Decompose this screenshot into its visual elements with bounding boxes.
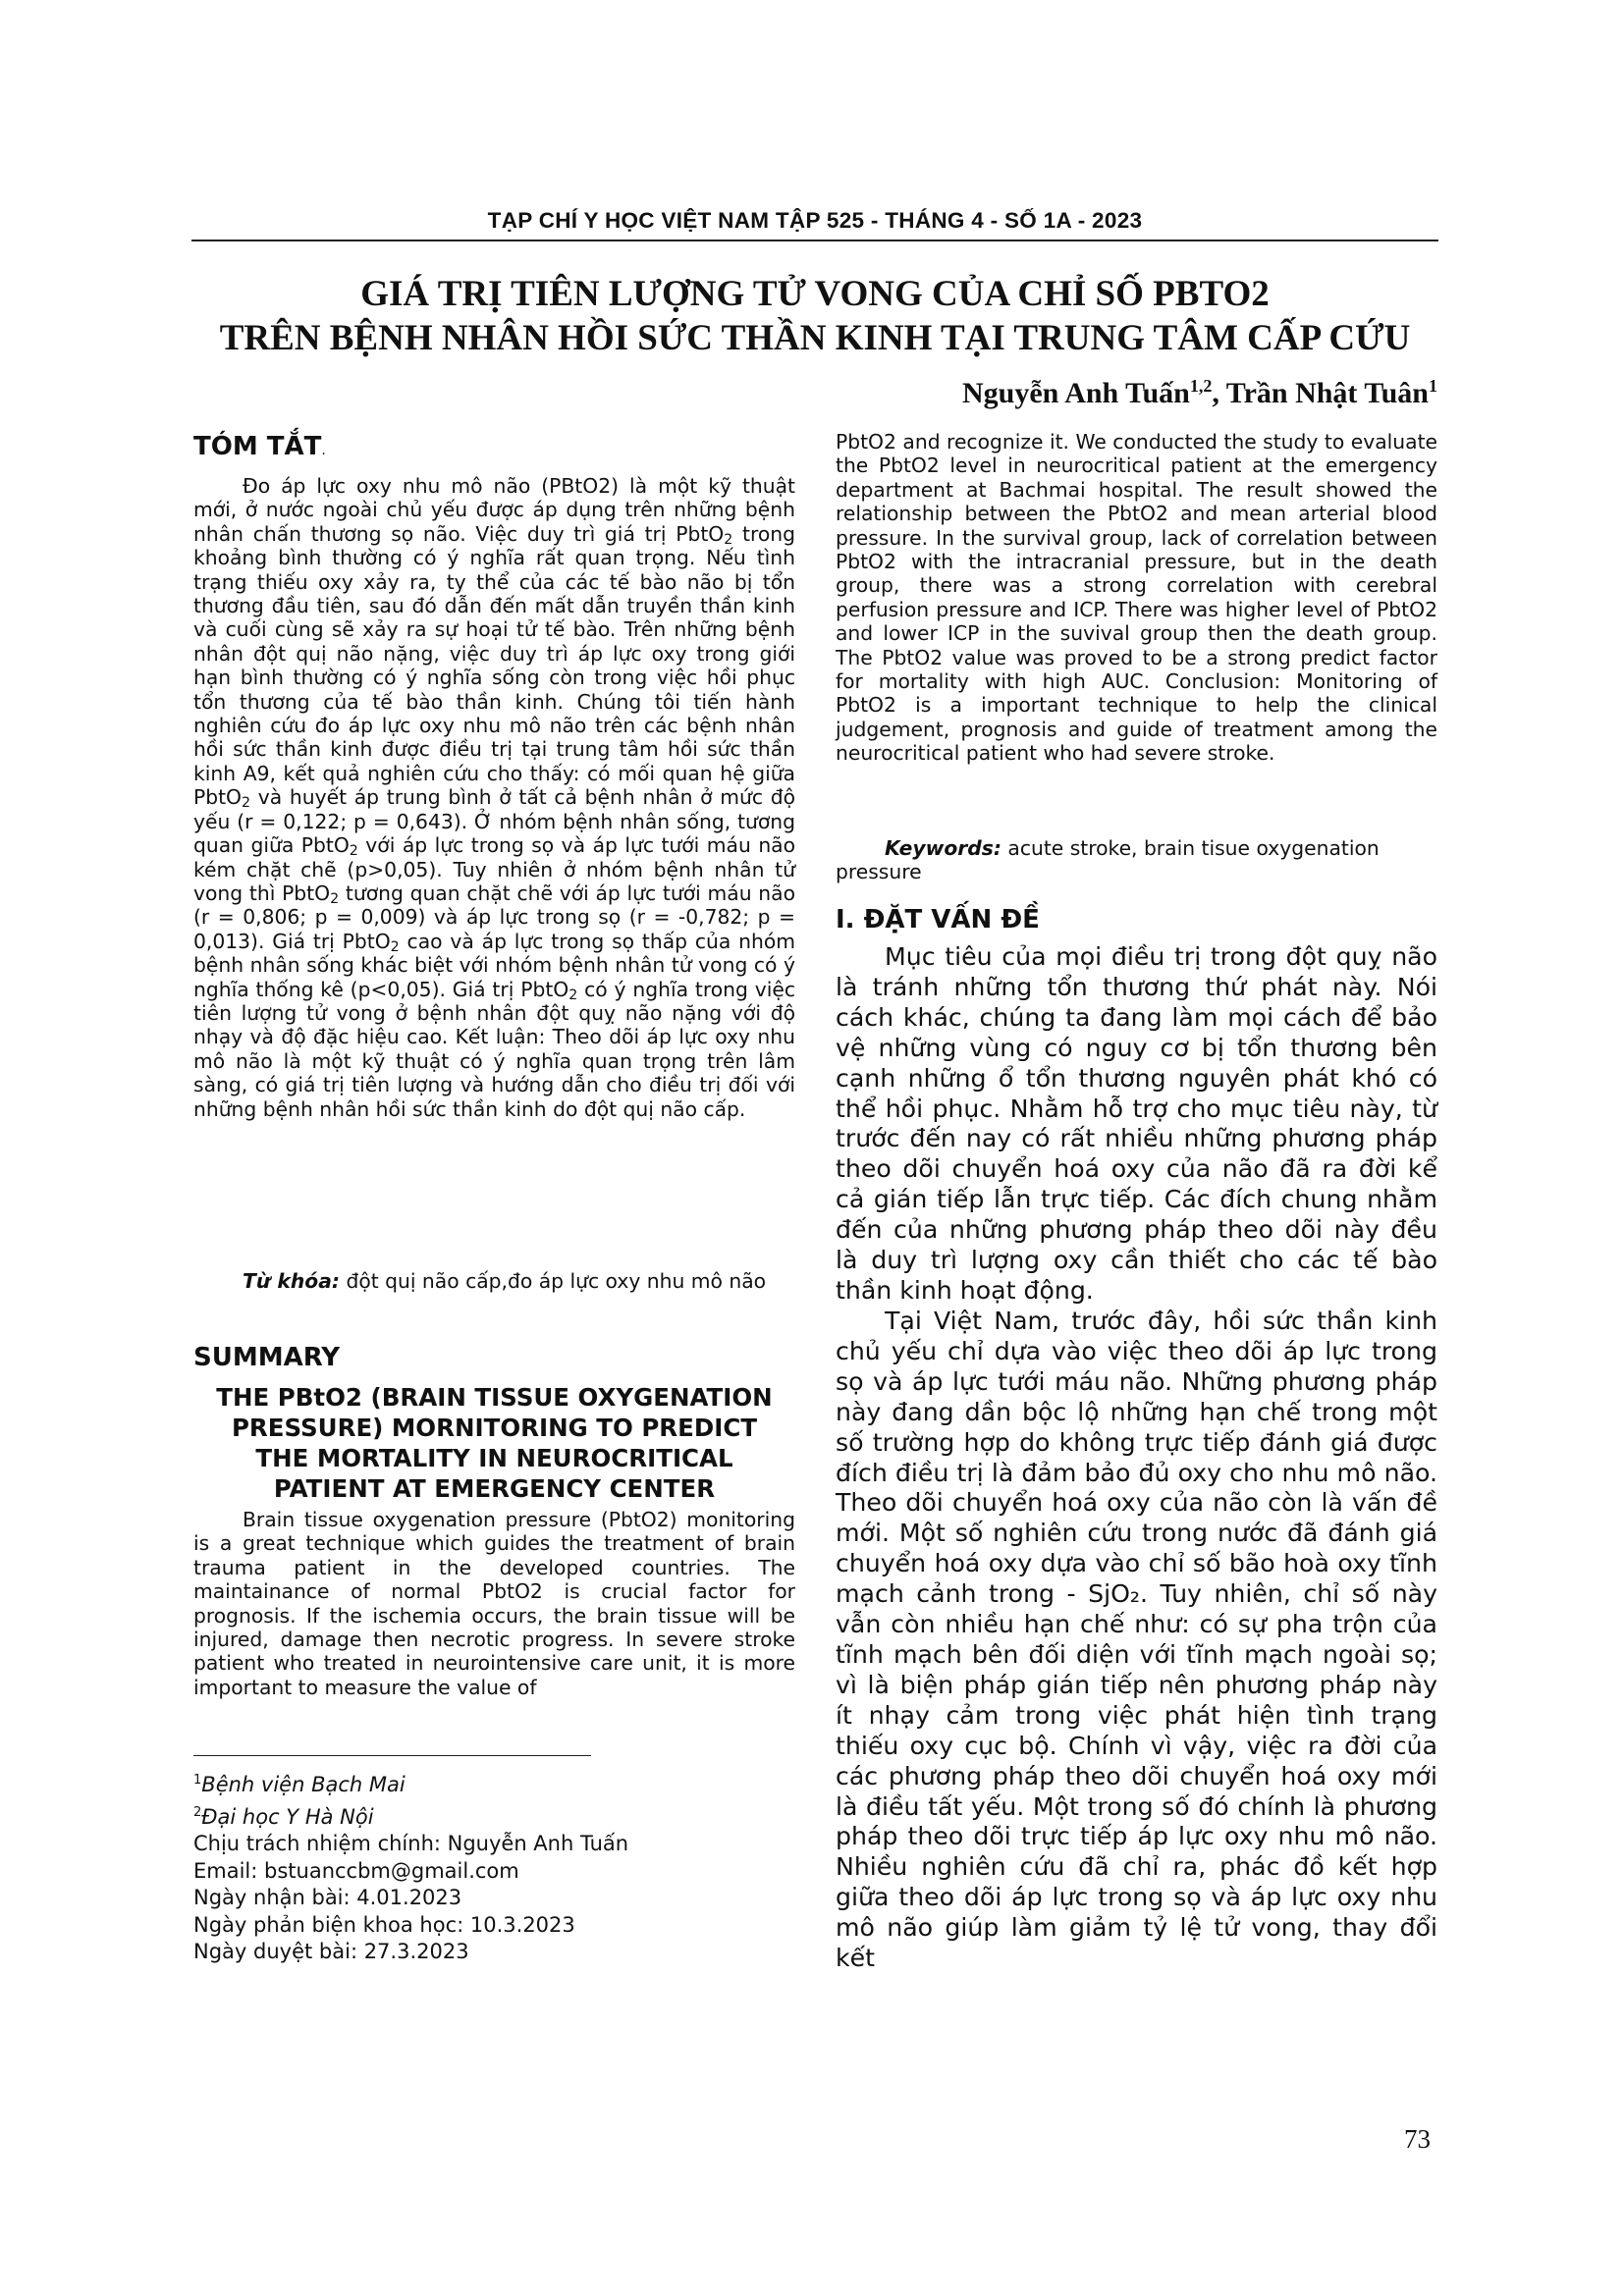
summary-title <box>193 1382 795 1504</box>
keywords-en <box>836 836 1437 884</box>
keywords-en-text: acute stroke, brain tisue oxygenation pressure <box>836 836 1380 884</box>
keywords-vi-text: đột quị não cấp,đo áp lực oxy nhu mô não <box>340 1269 767 1293</box>
article-title-line-1: GIÁ TRỊ TIÊN LƯỢNG TỬ VONG CỦA CHỈ SỐ PBTO2 <box>360 274 1270 314</box>
footnote-affiliation-2 <box>193 1799 783 1832</box>
contact-email: Email: bstuanccbm@gmail.com <box>193 1858 519 1883</box>
date-reviewed: Ngày phản biện khoa học: 10.3.2023 <box>193 1912 575 1937</box>
subscript: 2 <box>330 890 340 907</box>
article-title-line-2: TRÊN BỆNH NHÂN HỒI SỨC THẦN KINH TẠI TRUNG TÂM CẤP CỨU <box>219 318 1411 358</box>
author-separator: , <box>1212 377 1226 409</box>
abstract-text: Đo áp lực oxy nhu mô não (PBtO2) là một kỹ thuật mới, ở nước ngoài chủ yếu được áp dụng trên những bệnh nhân chấn thương sọ não. Việc duy trì giá trị PbtO <box>193 474 795 546</box>
footnote-rule <box>193 1755 591 1756</box>
author-1-name: Nguyễn Anh Tuấn <box>962 377 1190 409</box>
header-rule <box>191 240 1438 241</box>
footnote-text: Đại học Y Hà Nội <box>201 1804 374 1829</box>
subscript: 2 <box>724 531 733 548</box>
keywords-en-label: Keywords: <box>885 836 1001 860</box>
abstract-text: trong khoảng bình thường có ý nghĩa rất quan trọng. Nếu tình trạng thiếu oxy xảy ra, ty thể của các tế bào não bị tổn thương đầu tiên, sau đó dẫn đến mất dẫn truyền thần kinh và cuối cùng sẽ xảy ra sự hoại tử tế bào. Trên những bệnh nhân đột quị não nặng, việc duy trì áp lực oxy trong giới hạn bình thường có ý nghĩa sống còn trong việc hồi phục tổn thương của tế bào thần kinh. Chúng tôi tiến hành nghiên cứu đo áp lực oxy nhu mô não trên các bệnh nhân hồi sức thần kinh được điều trị tại trung tâm hồi sức thần kinh A9, kết quả nghiên cứu cho thấy: có mối quan hệ giữa PbtO <box>193 521 795 810</box>
page-number: 73 <box>1404 2124 1431 2154</box>
subscript: 2 <box>568 987 578 1003</box>
abstract-text: có ý nghĩa trong việc tiên lượng tử vong ở bệnh nhân đột quỵ não nặng với độ nhạy và độ đặc hiệu cao. Kết luận: Theo dõi áp lực oxy nhu mô não là một kỹ thuật có ý nghĩa quan trọng trên lâm sàng, có giá trị tiên lượng và hướng dẫn cho điều trị đối với những bệnh nhân hồi sức thần kinh do đột quị não cấp. <box>193 977 795 1121</box>
summary-title-line: THE MORTALITY IN NEUROCRITICAL <box>255 1444 733 1472</box>
keywords-vi <box>193 1269 795 1293</box>
summary-body-left: Brain tissue oxygenation pressure (PbtO2) monitoring is a great technique which guides the treatment of brain trauma patient in the developed countries. The maintainance of normal PbtO2 is crucial factor for prognosis. If the ischemia occurs, the brain tissue will be injured, damage then necrotic progress. In severe stroke patient who treated in neurointensive care unit, it is more important to measure the value of <box>193 1508 795 1699</box>
footnote-marker: 1 <box>193 1773 202 1788</box>
intro-paragraph-1: Mục tiêu của mọi điều trị trong đột quỵ não là tránh những tổn thương thứ phát này. Nói cách khác, chúng ta đang làm mọi cách để bảo vệ những vùng có nguy cơ bị tổn thương bên cạnh những ổ tổn thương nguyên phát khó có thể hồi phục. Nhằm hỗ trợ cho mục tiêu này, từ trước đến nay có rất nhiều những phương pháp theo dõi chuyển hoá oxy của não đã ra đời kể cả gián tiếp lẫn trực tiếp. Các đích chung nhằm đến của những phương pháp theo dõi này đều là duy trì lượng oxy cần thiết cho các tế bào thần kinh hoạt động. <box>836 942 1437 1305</box>
footnotes <box>193 1767 783 1966</box>
abstract-heading <box>193 432 326 461</box>
footnote-text: Bệnh viện Bạch Mai <box>201 1773 406 1796</box>
keywords-vi-label: Từ khóa: <box>243 1269 340 1293</box>
author-2-name: Trần Nhật Tuân <box>1225 377 1429 409</box>
summary-title-line: THE PBtO2 (BRAIN TISSUE OXYGENATION <box>216 1383 773 1412</box>
abstract-vi-body <box>193 474 795 1121</box>
summary-title-line: PATIENT AT EMERGENCY CENTER <box>273 1474 716 1503</box>
abstract-text: với áp lực trong sọ và áp lực tưới máu não kém chặt chẽ (p>0,05). Tuy nhiên ở nhóm bệnh nhân tử vong thì PbtO <box>193 833 796 905</box>
abstract-heading-text: TÓM TẮT <box>193 432 322 461</box>
journal-header: TẠP CHÍ Y HỌC VIỆT NAM TẬP 525 - THÁNG 4 - SỐ 1A - 2023 <box>487 208 1143 233</box>
footnote-marker: 2 <box>193 1804 202 1820</box>
abstract-text: tương quan chặt chẽ với áp lực tưới máu não (r = 0,806; p = 0,009) và áp lực trong sọ (r = -0,782; p = 0,013). Giá trị PbtO <box>193 881 796 953</box>
author-1-affiliation: 1,2 <box>1189 376 1213 396</box>
date-accepted: Ngày duyệt bài: 27.3.2023 <box>193 1940 469 1963</box>
author-2-affiliation: 1 <box>1429 376 1437 396</box>
summary-body-right: PbtO2 and recognize it. We conducted the study to evaluate the PbtO2 level in neurocritical patient at the emergency department at Bachmai hospital. The result showed the relationship between the PbtO2 and mean arterial blood pressure. In the survival group, lack of correlation between PbtO2 with the intracranial pressure, but in the death group, there was a strong correlation with cerebral perfusion pressure and ICP. There was higher level of PbtO2 and lower ICP in the suvival group then the death group. The PbtO2 value was proved to be a strong predict factor for mortality with high AUC. Conclusion: Monitoring of PbtO2 is a important technique to help the clinical judgement, prognosis and guide of treatment among the neurocritical patient who had severe stroke. <box>836 430 1437 766</box>
summary-title-line: PRESSURE) MORNITORING TO PREDICT <box>231 1414 758 1442</box>
section-heading-intro: I. ĐẶT VẤN ĐỀ <box>836 905 1040 934</box>
abstract-text: và huyết áp trung bình ở tất cả bệnh nhân ở mức độ yếu (r = 0,122; p = 0,643). Ở nhóm bệnh nhân sống, tương quan giữa PbtO <box>193 785 795 858</box>
summary-heading: SUMMARY <box>193 1343 341 1372</box>
subscript: 2 <box>390 938 400 955</box>
date-received: Ngày nhận bài: 4.01.2023 <box>193 1886 462 1909</box>
subscript: 2 <box>349 843 358 860</box>
authors <box>962 376 1437 410</box>
abstract-text: cao và áp lực trong sọ thấp của nhóm bệnh nhân sống khác biệt với nhóm bệnh nhân tử vong có ý nghĩa thống kê (p<0,05). Giá trị PbtO <box>193 929 795 1001</box>
abstract-heading-dot: . <box>321 443 326 458</box>
footnote-affiliation-1 <box>193 1767 783 1799</box>
corresponding-author: Chịu trách nhiệm chính: Nguyễn Anh Tuấn <box>193 1832 629 1855</box>
subscript: 2 <box>242 795 251 812</box>
intro-paragraph-2: Tại Việt Nam, trước đây, hồi sức thần kinh chủ yếu chỉ dựa vào việc theo dõi áp lực trong sọ và áp lực tưới máu não. Những phương pháp này đang dần bộc lộ những hạn chế trong một số trường hợp do không trực tiếp đánh giá được đích điều trị là đảm bảo đủ oxy cho nhu mô não. Theo dõi chuyển hoá oxy của não còn là vấn đề mới. Một số nghiên cứu trong nước đã đánh giá chuyển hoá oxy dựa vào chỉ số bão hoà oxy tĩnh mạch cảnh trong - SjO₂. Tuy nhiên, chỉ số này vẫn còn nhiều hạn chế như: có sự pha trộn của tĩnh mạch bên đối diện với tĩnh mạch ngoài sọ; vì là biện pháp gián tiếp nên phương pháp này ít nhạy cảm trong việc phát hiện tình trạng thiếu oxy cục bộ. Chính vì vậy, việc ra đời của các phương pháp theo dõi chuyển hoá oxy mới là điều tất yếu. Một trong số đó chính là phương pháp theo dõi trực tiếp áp lực oxy nhu mô não. Nhiều nghiên cứu đã chỉ ra, phác đồ kết hợp giữa theo dõi áp lực trong sọ và áp lực oxy nhu mô não giúp làm giảm tỷ lệ tử vong, thay đổi kết <box>836 1307 1437 1973</box>
